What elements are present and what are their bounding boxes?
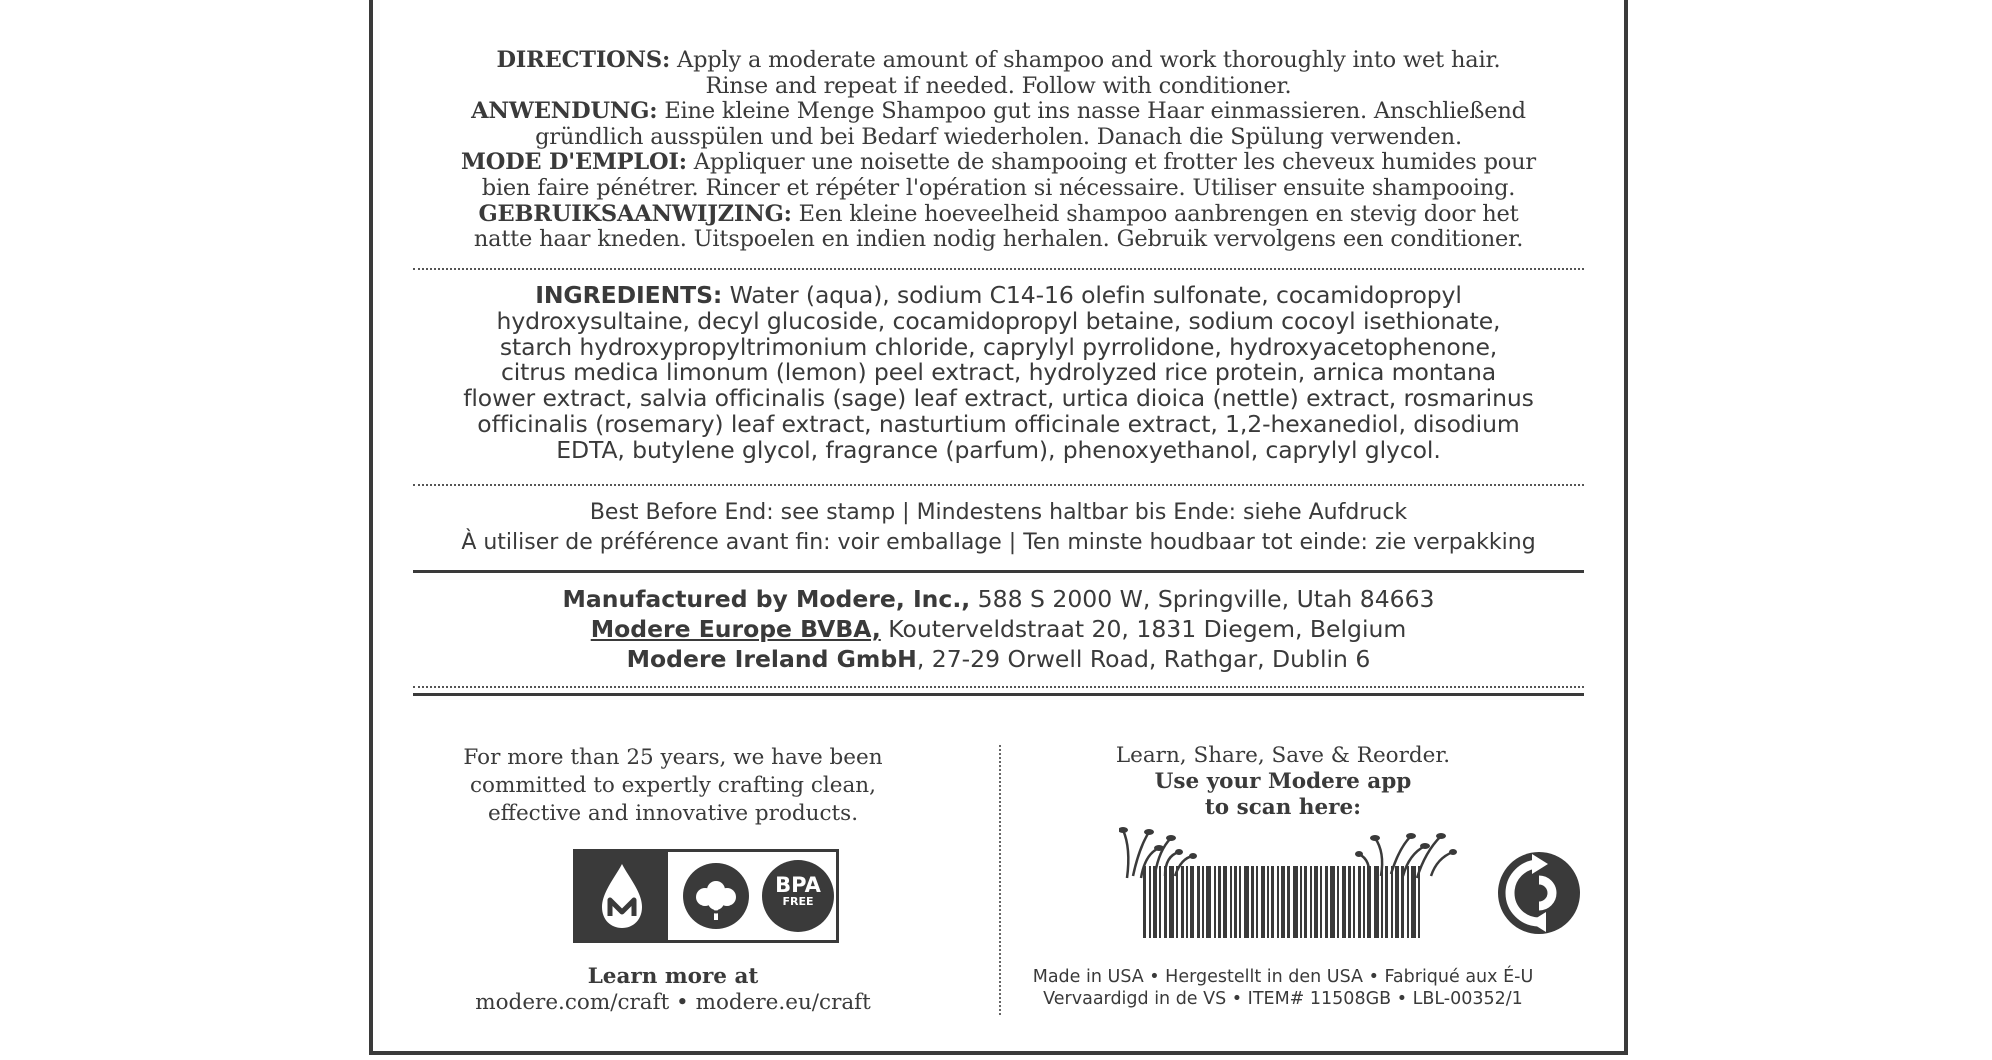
manufacturer-us: [413, 584, 1584, 614]
directions-heading: DIRECTIONS:: [496, 47, 671, 73]
barcode-bar: [1381, 866, 1383, 938]
barcode-bar: [1293, 866, 1298, 938]
barcode-bar: [1281, 866, 1285, 938]
ingredients-line: starch hydroxypropyltrimonium chloride, caprylyl pyrrolidone, hydroxyacetophenone,: [499, 332, 1498, 361]
free-text: FREE: [782, 895, 814, 908]
directions-heading: MODE D'EMPLOI:: [461, 149, 687, 176]
barcode-bar: [1234, 866, 1237, 938]
manufacturer-address: 588 S 2000 W, Springville, Utah 84663: [970, 585, 1435, 613]
bpa-free-icon: [762, 860, 834, 932]
blurb-line: committed to expertly crafting clean,: [470, 773, 876, 798]
barcode-bar: [1149, 866, 1151, 938]
brand-blurb: [413, 744, 933, 828]
learn-more-links: modere.com/craft • modere.eu/craft: [475, 990, 871, 1015]
barcode-bar: [1325, 866, 1328, 938]
barcode-bar: [1230, 866, 1232, 938]
barcode-bar: [1261, 866, 1265, 938]
green-dot-recycle-icon: [1496, 850, 1582, 936]
cotton-icon: [680, 860, 752, 932]
made-in-text: [1013, 966, 1553, 1010]
barcode-bar: [1342, 866, 1346, 938]
ingredients-line: hydroxysultaine, decyl glucoside, cocamidopropyl betaine, sodium cocoyl isethionate,: [496, 306, 1501, 335]
manufacturer-name: Modere Europe BVBA,: [590, 615, 881, 643]
directions-text: Een kleine hoeveelheid shampoo aanbrengen en stevig door het: [798, 200, 1519, 227]
barcode-bar: [1407, 866, 1409, 938]
dotted-divider: [413, 268, 1584, 270]
ingredients-line: Water (aqua), sodium C14-16 olefin sulfonate, cocamidopropyl: [729, 281, 1462, 309]
modere-drop-icon: [576, 852, 668, 940]
learn-more-title: Learn more at: [587, 964, 759, 989]
barcode-bar: [1374, 866, 1379, 938]
barcode-with-plants-icon: [1119, 808, 1459, 938]
barcode-bar: [1348, 866, 1351, 938]
barcode-bar: [1143, 866, 1146, 938]
ingredients-line: citrus medica limonum (lemon) peel extract, hydrolyzed rice protein, arnica montana: [500, 358, 1497, 387]
ingredients-line: officinalis (rosemary) leaf extract, nasturtium officinale extract, 1,2-hexanediol, disodium: [477, 409, 1520, 438]
directions-text: Rinse and repeat if needed. Follow with conditioner.: [705, 72, 1292, 99]
barcode-bar: [1401, 866, 1404, 938]
ingredients-line: flower extract, salvia officinalis (sage) leaf extract, urtica dioica (nettle) extract, rosmarinus: [463, 384, 1534, 413]
app-scan-line: Use your Modere app: [1154, 769, 1412, 794]
dotted-divider: [413, 686, 1584, 688]
directions-text: gründlich ausspülen und bei Bedarf wiederholen. Danach die Spülung verwenden.: [535, 123, 1462, 150]
barcode-bar: [1385, 866, 1388, 938]
learn-more: [413, 964, 933, 1016]
ingredients-line: EDTA, butylene glycol, fragrance (parfum), phenoxyethanol, caprylyl glycol.: [556, 435, 1441, 464]
barcode-bar: [1337, 866, 1339, 938]
barcode-bar: [1164, 866, 1167, 938]
barcode-bar: [1411, 866, 1416, 938]
barcode-bar: [1310, 866, 1312, 938]
ingredients-heading: INGREDIENTS:: [535, 281, 723, 309]
item-number-line: Vervaardigd in de VS • ITEM# 11508GB • LBL-00352/1: [1043, 989, 1523, 1009]
manufacturer-name: Modere Ireland GmbH: [626, 645, 917, 673]
barcode-bar: [1186, 866, 1188, 938]
barcode-bar: [1358, 866, 1361, 938]
app-scan-line: Learn, Share, Save & Reorder.: [1115, 743, 1451, 768]
panel-divider: [999, 745, 1001, 1015]
barcode-bar: [1277, 866, 1279, 938]
barcode-bar: [1314, 866, 1318, 938]
barcode-bar: [1239, 866, 1241, 938]
barcode-bar: [1256, 866, 1258, 938]
solid-divider: [413, 693, 1584, 696]
barcode-bar: [1181, 866, 1184, 938]
barcode-bar: [1169, 866, 1174, 938]
directions-en: [413, 48, 1584, 99]
manufacturer-address: Kouterveldstraat 20, 1831 Diegem, Belgium: [880, 615, 1407, 643]
certification-badge: [573, 849, 839, 943]
barcode-bar: [1159, 866, 1161, 938]
directions-de: [413, 99, 1584, 150]
manufacturer-ie: [413, 644, 1584, 674]
barcode-bar: [1363, 866, 1365, 938]
directions-text: bien faire pénétrer. Rincer et répéter l'opération si nécessaire. Utiliser ensuite shampooing.: [481, 174, 1516, 201]
barcode-bar: [1251, 866, 1254, 938]
directions-text: Apply a moderate amount of shampoo and work thoroughly into wet hair.: [677, 47, 1501, 73]
directions-section: [413, 48, 1584, 253]
barcode-bar: [1304, 866, 1307, 938]
barcode-bar: [1202, 866, 1204, 938]
barcode-bar: [1267, 866, 1269, 938]
directions-text: natte haar kneden. Uitspoelen en indien nodig herhalen. Gebruik vervolgens een conditioner.: [473, 226, 1524, 253]
barcode-bar: [1287, 866, 1290, 938]
barcode-bar: [1300, 866, 1302, 938]
best-before-section: [413, 498, 1584, 558]
best-before-line: Best Before End: see stamp | Mindestens haltbar bis Ende: siehe Aufdruck: [589, 500, 1408, 525]
barcode-bar: [1271, 866, 1274, 938]
barcode-bar: [1395, 866, 1399, 938]
dotted-divider: [413, 484, 1584, 486]
barcode-bar: [1190, 866, 1194, 938]
barcode-bar: [1320, 866, 1322, 938]
blurb-line: effective and innovative products.: [487, 801, 859, 826]
blurb-line: For more than 25 years, we have been: [463, 745, 883, 770]
best-before-line: À utiliser de préférence avant fin: voir emballage | Ten minste houdbaar tot einde: zie verpakking: [461, 530, 1536, 555]
barcode-bar: [1223, 866, 1227, 938]
directions-fr: [413, 150, 1584, 201]
manufacturer-section: [413, 584, 1584, 674]
barcode-bar: [1391, 866, 1393, 938]
product-label: [369, 0, 1628, 1055]
app-scan-line: to scan here:: [1204, 795, 1362, 820]
made-in-line: Made in USA • Hergestellt in den USA • Fabriqué aux É-U: [1032, 967, 1534, 987]
barcode-bar: [1206, 866, 1211, 938]
directions-heading: GEBRUIKSAANWIJZING:: [478, 200, 792, 227]
barcode-bar: [1153, 866, 1157, 938]
manufacturer-address: , 27-29 Orwell Road, Rathgar, Dublin 6: [916, 645, 1371, 673]
manufacturer-eu: [413, 614, 1584, 644]
directions-heading: ANWENDUNG:: [471, 98, 658, 125]
barcode-bar: [1176, 866, 1178, 938]
barcode-bar: [1197, 866, 1200, 938]
manufacturer-name: Manufactured by Modere, Inc.,: [562, 585, 971, 613]
barcode-bar: [1330, 866, 1335, 938]
barcode-bar: [1244, 866, 1249, 938]
barcode-bar: [1214, 866, 1216, 938]
directions-nl: [413, 202, 1584, 253]
solid-divider: [413, 570, 1584, 573]
directions-text: Appliquer une noisette de shampooing et frotter les cheveux humides pour: [693, 149, 1536, 176]
barcode-bar: [1218, 866, 1221, 938]
barcode-bar: [1353, 866, 1355, 938]
directions-text: Eine kleine Menge Shampoo gut ins nasse Haar einmassieren. Anschließend: [664, 98, 1526, 125]
bpa-text: BPA: [775, 873, 821, 897]
ingredients-section: [413, 283, 1584, 464]
